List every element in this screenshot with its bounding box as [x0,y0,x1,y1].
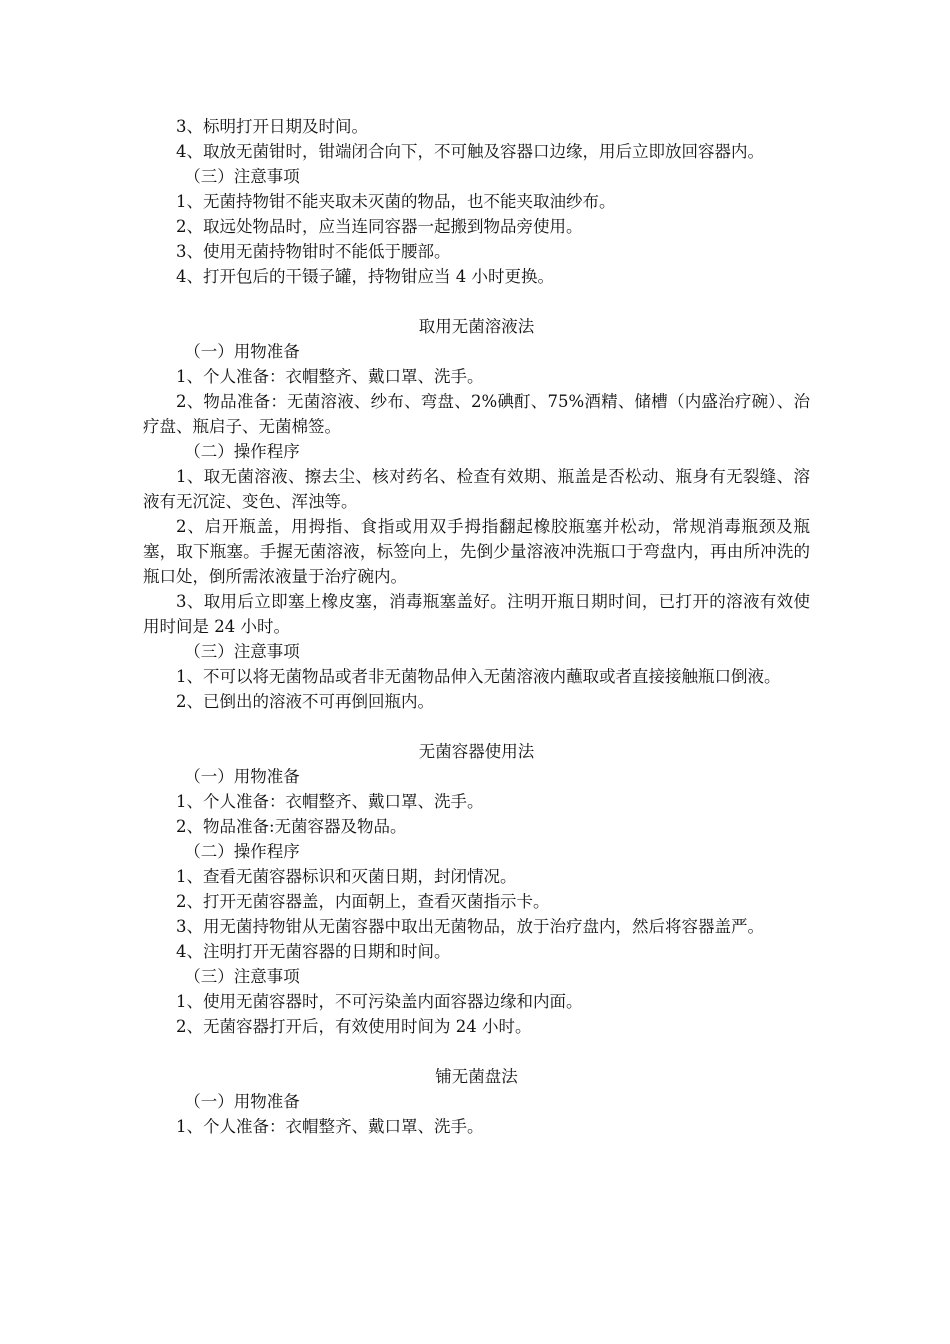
step-item: 1、查看无菌容器标识和灭菌日期，封闭情况。 [176,867,517,886]
subheading-prep: （一）用物准备 [184,767,300,786]
note-item: 3、使用无菌持物钳时不能低于腰部。 [176,242,451,261]
subheading-prep: （一）用物准备 [184,342,300,361]
step-item: 3、取用后立即塞上橡皮塞，消毒瓶塞盖好。注明开瓶日期时间，已打开的溶液有效使用时间是 24 小时。 [143,592,810,636]
note-item: 1、无菌持物钳不能夹取未灭菌的物品，也不能夹取油纱布。 [176,192,616,211]
section-title: 无菌容器使用法 [418,742,535,761]
note-item: 2、无菌容器打开后，有效使用时间为 24 小时。 [176,1017,532,1036]
step-item: 1、取无菌溶液、擦去尘、核对药名、检查有效期、瓶盖是否松动、瓶身有无裂缝、溶液有无沉淀、变色、浑浊等。 [143,467,810,511]
subheading-procedure: （二）操作程序 [184,442,300,461]
note-item: 2、取远处物品时，应当连同容器一起搬到物品旁使用。 [176,217,583,236]
subheading-procedure: （二）操作程序 [184,842,300,861]
note-item: 1、使用无菌容器时，不可污染盖内面容器边缘和内面。 [176,992,583,1011]
step-item: 4、注明打开无菌容器的日期和时间。 [176,942,451,961]
section-gap [143,714,810,739]
step-item: 2、启开瓶盖，用拇指、食指或用双手拇指翻起橡胶瓶塞并松动，常规消毒瓶颈及瓶塞，取下瓶塞。手握无菌溶液，标签向上，先倒少量溶液冲洗瓶口于弯盘内，再由所冲洗的瓶口处，倒所需浓液量于治疗碗内。 [143,517,810,586]
prep-item: 1、个人准备：衣帽整齐、戴口罩、洗手。 [176,792,484,811]
step-item: 3、标明打开日期及时间。 [176,117,368,136]
note-item: 4、打开包后的干镊子罐，持物钳应当 4 小时更换。 [176,267,554,286]
section-gap [143,289,810,314]
step-item: 2、打开无菌容器盖，内面朝上，查看灭菌指示卡。 [176,892,550,911]
prep-item: 1、个人准备：衣帽整齐、戴口罩、洗手。 [176,1117,484,1136]
subheading-notes: （三）注意事项 [184,167,300,186]
step-item: 4、取放无菌钳时，钳端闭合向下，不可触及容器口边缘，用后立即放回容器内。 [176,142,764,161]
section-gap [143,1039,810,1064]
prep-item: 2、物品准备:无菌容器及物品。 [176,817,407,836]
prep-item: 1、个人准备：衣帽整齐、戴口罩、洗手。 [176,367,484,386]
prep-item: 2、物品准备：无菌溶液、纱布、弯盘、2%碘酊、75%酒精、储槽（内盛治疗碗）、治疗盘、瓶启子、无菌棉签。 [143,392,810,436]
subheading-notes: （三）注意事项 [184,967,300,986]
step-item: 3、用无菌持物钳从无菌容器中取出无菌物品，放于治疗盘内，然后将容器盖严。 [176,917,764,936]
section-title: 铺无菌盘法 [435,1067,518,1086]
note-item: 2、已倒出的溶液不可再倒回瓶内。 [176,692,434,711]
subheading-notes: （三）注意事项 [184,642,300,661]
subheading-prep: （一）用物准备 [184,1092,300,1111]
note-item: 1、不可以将无菌物品或者非无菌物品伸入无菌溶液内蘸取或者直接接触瓶口倒液。 [176,667,781,686]
section-title: 取用无菌溶液法 [418,317,535,336]
